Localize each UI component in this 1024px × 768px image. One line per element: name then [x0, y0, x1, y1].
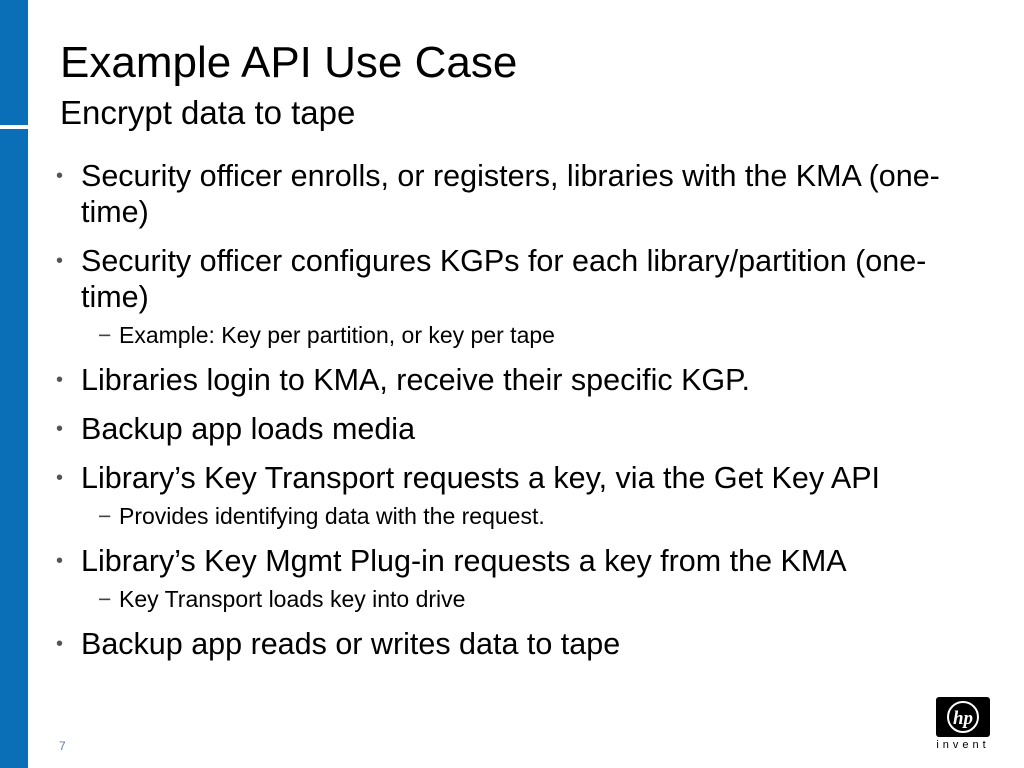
bullet-item	[56, 543, 976, 579]
sub-bullet-text: Example: Key per partition, or key per tape	[119, 322, 555, 348]
bullet-text: Backup app reads or writes data to tape	[81, 627, 621, 661]
side-bar-divider	[0, 125, 28, 129]
bullet-item	[56, 626, 976, 662]
bullet-list	[56, 158, 976, 675]
sub-bullet-text: Provides identifying data with the request.	[119, 503, 545, 529]
bullet-marker: •	[56, 467, 64, 489]
dash-marker: −	[98, 586, 112, 612]
hp-logo-text: hp	[952, 708, 974, 729]
accent-side-bar	[0, 0, 28, 768]
bullet-marker: •	[56, 633, 64, 655]
slide-subtitle: Encrypt data to tape	[60, 94, 356, 131]
dash-marker: −	[98, 503, 112, 529]
hp-logo-tagline: invent	[936, 739, 990, 751]
bullet-marker: •	[56, 550, 64, 572]
sub-bullet-item	[56, 585, 976, 613]
bullet-marker: •	[56, 418, 64, 440]
bullet-item	[56, 460, 976, 496]
bullet-text: Security officer configures KGPs for each library/partition (one-time)	[81, 244, 927, 314]
hp-logo	[930, 697, 996, 755]
bullet-marker: •	[56, 165, 64, 187]
bullet-text: Backup app loads media	[81, 412, 416, 446]
sub-bullet-text: Key Transport loads key into drive	[119, 586, 466, 612]
bullet-text: Security officer enrolls, or registers, libraries with the KMA (one-time)	[81, 159, 940, 229]
hp-logo-mark	[936, 697, 990, 737]
page-number: 7	[59, 739, 66, 753]
bullet-marker: •	[56, 250, 64, 272]
bullet-text: Library’s Key Mgmt Plug-in requests a key from the KMA	[81, 544, 847, 578]
slide-title: Example API Use Case	[60, 38, 518, 87]
bullet-item	[56, 243, 976, 315]
bullet-item	[56, 362, 976, 398]
bullet-item	[56, 411, 976, 447]
bullet-item	[56, 158, 976, 230]
sub-bullet-item	[56, 502, 976, 530]
hp-logo-icon	[936, 697, 990, 737]
bullet-marker: •	[56, 369, 64, 391]
bullet-text: Libraries login to KMA, receive their specific KGP.	[81, 363, 751, 397]
bullet-text: Library’s Key Transport requests a key, via the Get Key API	[81, 461, 881, 495]
sub-bullet-item	[56, 321, 976, 349]
dash-marker: −	[98, 322, 112, 348]
